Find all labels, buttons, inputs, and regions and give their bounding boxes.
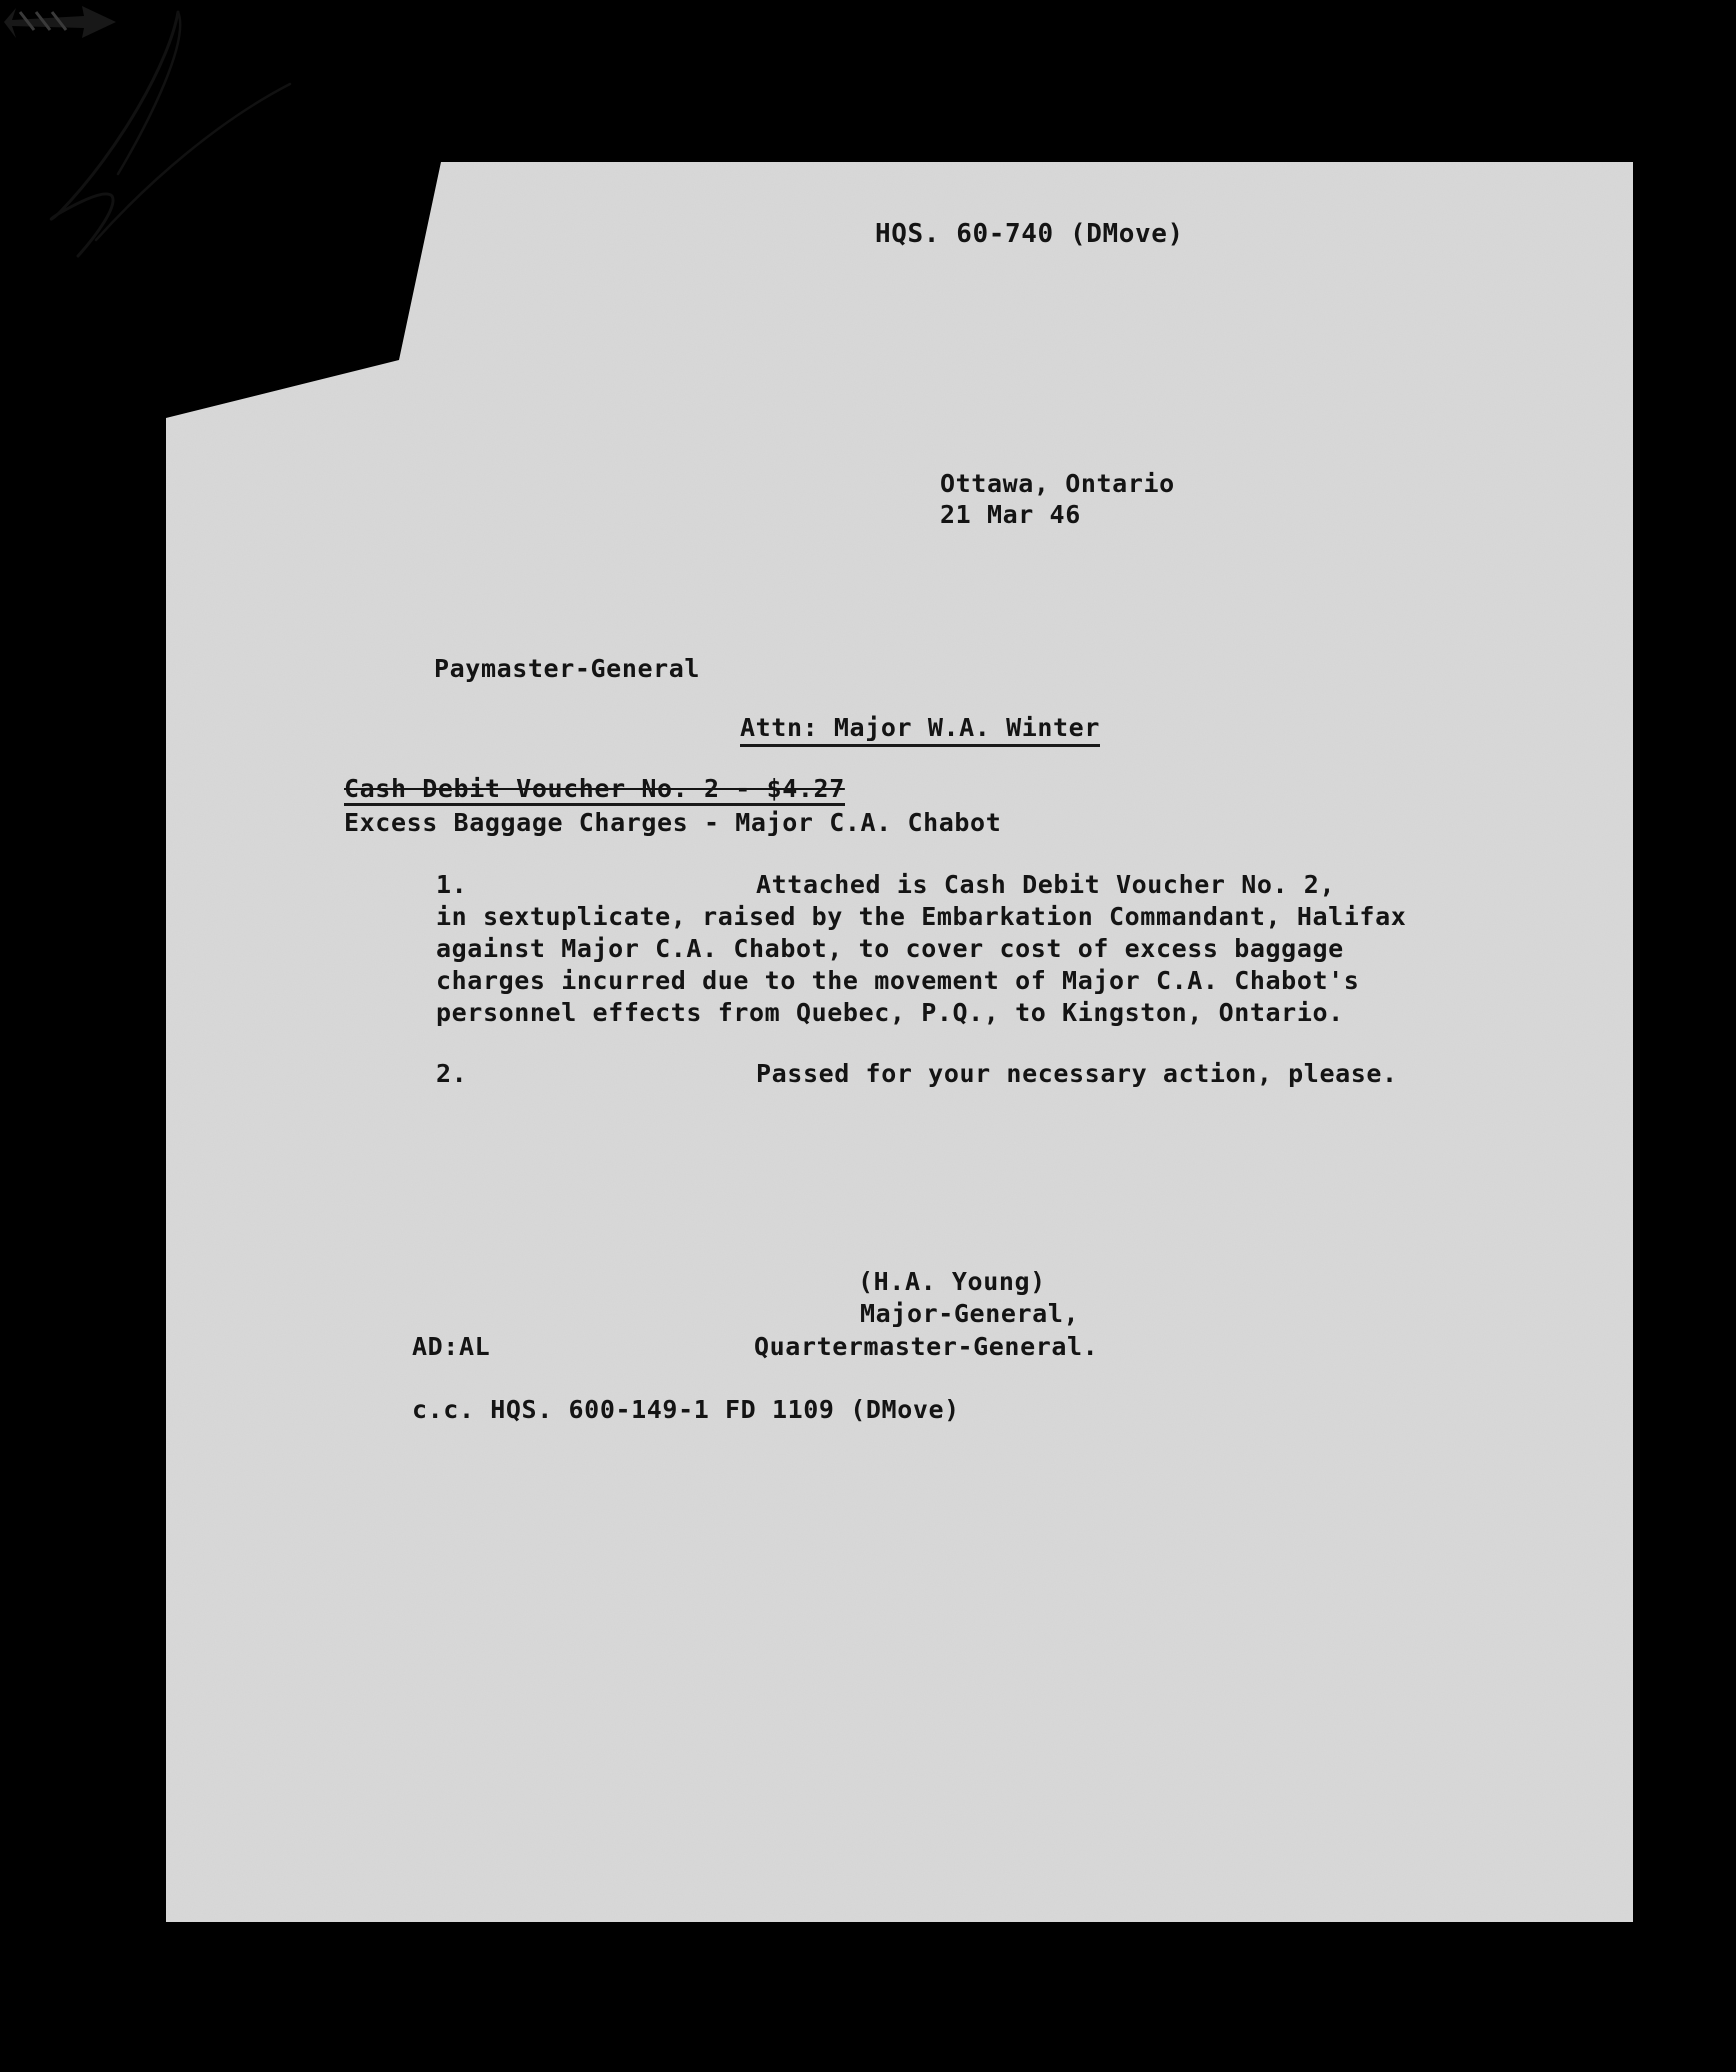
paragraph-1-line: personnel effects from Quebec, P.Q., to Kingston, Ontario.	[436, 998, 1344, 1027]
carbon-copy-line: c.c. HQS. 600-149-1 FD 1109 (DMove)	[412, 1395, 960, 1424]
reference-initials: AD:AL	[412, 1332, 491, 1361]
signatory-title: Quartermaster-General.	[754, 1332, 1099, 1361]
paragraph-2-text: Passed for your necessary action, please.	[756, 1059, 1398, 1088]
subject-line-charges: Excess Baggage Charges - Major C.A. Chabot	[344, 808, 1002, 837]
attention-line: Attn: Major W.A. Winter	[740, 712, 1100, 747]
paper-shape	[166, 162, 1633, 1922]
paragraph-1-line: Attached is Cash Debit Voucher No. 2,	[756, 870, 1336, 899]
paragraph-1-line: in sextuplicate, raised by the Embarkation Commandant, Halifax	[436, 902, 1407, 931]
letter-date: 21 Mar 46	[940, 500, 1081, 529]
file-reference: HQS. 60-740 (DMove)	[875, 219, 1184, 249]
letter-place: Ottawa, Ontario	[940, 469, 1175, 498]
paragraph-1-line: charges incurred due to the movement of Major C.A. Chabot's	[436, 966, 1360, 995]
addressee: Paymaster-General	[434, 654, 701, 683]
signatory-name: (H.A. Young)	[858, 1267, 1046, 1296]
paragraph-1-number: 1.	[436, 870, 468, 899]
subject-line-voucher: Cash Debit Voucher No. 2 - $4.27	[344, 775, 845, 806]
paragraph-1-line: against Major C.A. Chabot, to cover cost of excess baggage	[436, 934, 1344, 963]
handwritten-signature	[0, 0, 300, 260]
signatory-rank: Major-General,	[860, 1299, 1080, 1328]
paragraph-2-number: 2.	[436, 1059, 468, 1088]
